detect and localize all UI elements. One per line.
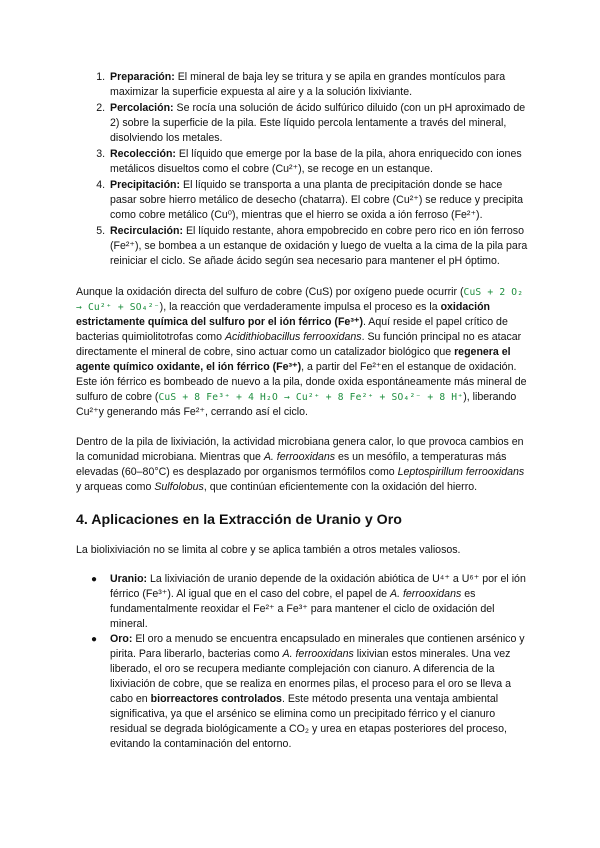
step-precipitacion [108, 178, 530, 223]
step-title: Percolación: [110, 102, 174, 114]
paragraph-intro: La biolixiviación no se limita al cobre y se aplica también a otros metales valiosos. [76, 544, 461, 556]
species-name: A. ferrooxidans [263, 451, 336, 463]
step-recirculacion [108, 224, 530, 269]
text-run: es un mesófilo, a temperaturas más elevadas (60–80°C) es desplazado por organismos termófilos como [76, 451, 507, 478]
text-run: ), la reacción que verdaderamente impulsa el proceso es la [159, 301, 441, 313]
bullet-icon: ● [91, 634, 98, 645]
bullet-icon: ● [91, 574, 98, 585]
step-preparacion [108, 70, 530, 100]
step-text: Se rocía una solución de ácido sulfúrico diluido (con un pH aproximado de 2) sobre la superficie de la pila. Este líquido percola lentamente a través del mineral, disolviendo los metales. [110, 102, 526, 144]
text-run: El oro a menudo se encuentra encapsulado en minerales que contienen arsénico y pirita. Para liberarlo, bacterias como [110, 633, 525, 660]
paragraph-microbial-heat [76, 435, 530, 495]
text-run: lixivian estos minerales. Una vez liberado, el oro se recupera mediante complejación con cianuro. A diferencia de la lixiviación de cobre, que se realiza en enormes pilas, el proceso para el oro se lleva a cabo en [110, 648, 512, 705]
bold-run: oxidación estrictamente química del sulfuro por el ión férrico (Fe³⁺) [76, 301, 491, 328]
list-item-uranio [91, 572, 530, 632]
species-name: A. ferrooxidans [282, 648, 354, 660]
step-title: Recirculación: [110, 225, 184, 237]
text-run: Aunque la oxidación directa del sulfuro de cobre (CuS) por oxígeno puede ocurrir ( [76, 286, 464, 298]
leaching-steps-list [76, 70, 530, 269]
reaction-code-1: CuS + 2 O₂ → Cu²⁺ + SO₄²⁻ [76, 287, 524, 313]
step-title: Precipitación: [110, 179, 181, 191]
text-run: y arqueas como [76, 481, 155, 493]
item-title: Oro: [110, 633, 133, 645]
text-run: La lixiviación de uranio depende de la oxidación abiótica de U⁴⁺ a U⁶⁺ por el ión férrico (Fe³⁺). Al igual que en el caso del cobre, el papel de [110, 573, 526, 600]
step-text: El líquido restante, ahora empobrecido en cobre pero rico en ión ferroso (Fe²⁺), se bombea a un estanque de oxidación y luego de vuelta a la cima de la pila para reiniciar el ciclo. Se añade ácido según sea necesario para mantener el pH óptimo. [110, 225, 528, 267]
section-heading: 4. Aplicaciones en la Extracción de Uranio y Oro [76, 512, 402, 528]
step-text: El mineral de baja ley se tritura y se apila en grandes montículos para maximizar la superficie expuesta al aire y a la solución lixiviante. [110, 71, 506, 98]
step-recoleccion [108, 147, 530, 177]
bold-run: biorreactores controlados [150, 693, 282, 705]
paragraph-oxidation [76, 285, 530, 420]
step-title: Preparación: [110, 71, 175, 83]
text-run: , a partir del Fe²⁺en el estanque de oxidación. Este ión férrico es bombeado de nuevo a la pila, donde oxida espontáneamente más mineral de sulfuro de cobre ( [76, 361, 527, 403]
text-run: Dentro de la pila de lixiviación, la actividad microbiana genera calor, lo que provoca cambios en la comunidad microbiana. Mientras que [76, 436, 524, 463]
text-run: , que continúan eficientemente con la oxidación del hierro. [203, 481, 478, 493]
step-title: Recolección: [110, 148, 176, 160]
metals-list [76, 572, 530, 752]
reaction-code-2: CuS + 8 Fe³⁺ + 4 H₂O → Cu²⁺ + 8 Fe²⁺ + SO₄²⁻ + 8 H⁺ [158, 392, 464, 403]
text-run: . Su función principal no es atacar directamente el mineral de cobre, sino actuar como un catalizador biológico que [76, 331, 522, 358]
text-run: es fundamentalmente reoxidar el Fe²⁺ a Fe³⁺ para mantener el ciclo de oxidación del mineral. [110, 588, 495, 630]
item-title: Uranio: [110, 573, 148, 585]
step-text: El líquido que emerge por la base de la pila, ahora enriquecido con iones metálicos disueltos como el cobre (Cu²⁺), se recoge en un estanque. [110, 148, 522, 175]
text-run: ), liberando Cu²⁺y generando más Fe²⁺, cerrando así el ciclo. [76, 391, 517, 418]
bold-run: regenera el agente químico oxidante, el ión férrico (Fe³⁺) [76, 346, 511, 373]
species-name: Leptospirillum ferrooxidans [397, 466, 525, 478]
species-name: Acidithiobacillus ferrooxidans [224, 331, 362, 343]
list-item-oro [91, 632, 530, 752]
species-name: Sulfolobus [154, 481, 204, 493]
text-run: . Este método presenta una ventaja ambiental significativa, ya que el arsénico se elimina como un precipitado férrico y el cianuro residual se degrada biológicamente a CO₂ y urea en etapas posteriores del proceso, evitando la contaminación del entorno. [110, 693, 507, 750]
species-name: A. ferrooxidans [390, 588, 462, 600]
document-page [76, 70, 530, 752]
step-text: El líquido se transporta a una planta de precipitación donde se hace pasar sobre hierro metálico de desecho (chatarra). El cobre (Cu²⁺) se reduce y precipita como cobre metálico (Cu⁰), mientras que el hierro se oxida a ión ferroso (Fe²⁺). [110, 179, 524, 221]
step-percolacion [108, 101, 530, 146]
text-run: . Aquí reside el papel crítico de bacterias quimiolitotrofas como [76, 316, 508, 343]
